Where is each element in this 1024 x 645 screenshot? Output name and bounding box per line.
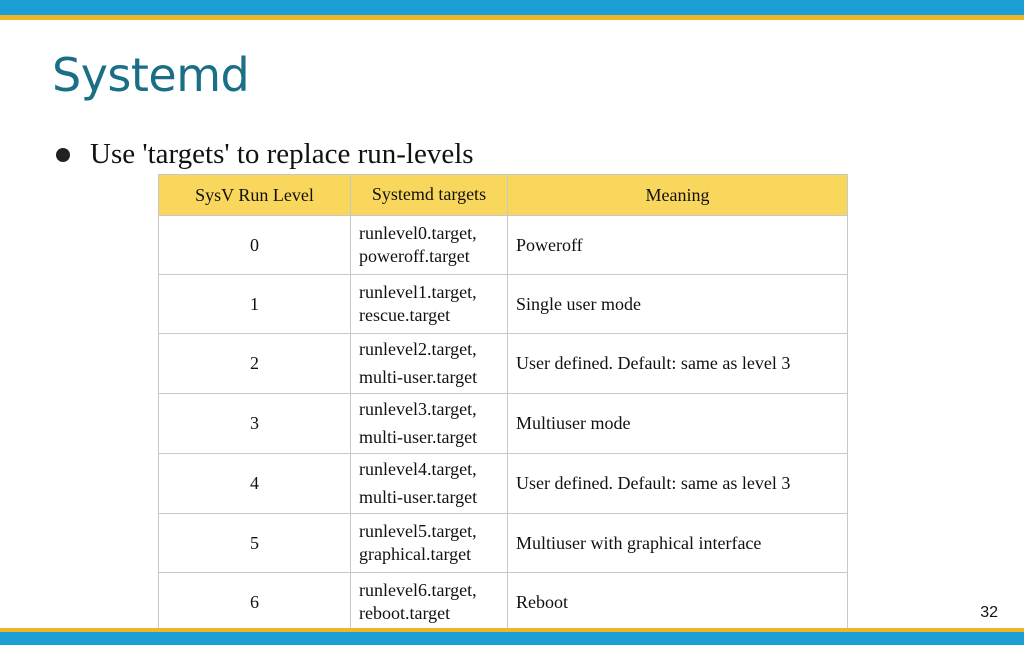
target-alias: rescue.target — [359, 305, 451, 325]
cell-target — [351, 394, 508, 454]
target-primary: runlevel5.target, — [359, 520, 477, 541]
cell-level: 4 — [159, 454, 351, 514]
table-row — [159, 454, 848, 514]
table-row — [159, 216, 848, 275]
cell-meaning: Poweroff — [508, 216, 848, 275]
target-alias: poweroff.target — [359, 246, 470, 266]
target-primary: runlevel2.target, — [359, 339, 477, 360]
table-row — [159, 573, 848, 632]
cell-level: 3 — [159, 394, 351, 454]
target-primary: runlevel3.target, — [359, 399, 477, 420]
cell-target — [351, 454, 508, 514]
table-row — [159, 514, 848, 573]
cell-meaning: Multiuser mode — [508, 394, 848, 454]
cell-level: 2 — [159, 334, 351, 394]
cell-level: 5 — [159, 514, 351, 573]
target-alias: graphical.target — [359, 544, 472, 564]
bullet-dot-icon — [56, 148, 70, 162]
table-row — [159, 275, 848, 334]
target-alias: reboot.target — [359, 603, 451, 623]
cell-meaning: Single user mode — [508, 275, 848, 334]
top-accent-stripe — [0, 15, 1024, 20]
bottom-accent-bar — [0, 632, 1024, 645]
header-systemd-targets: Systemd targets — [351, 175, 508, 216]
cell-level: 1 — [159, 275, 351, 334]
cell-meaning: User defined. Default: same as level 3 — [508, 454, 848, 514]
header-sysv-run-level: SysV Run Level — [159, 175, 351, 216]
runlevel-table — [158, 174, 848, 632]
target-alias: multi-user.target — [359, 366, 478, 387]
slide-title: Systemd — [52, 48, 250, 102]
cell-target — [351, 216, 508, 275]
cell-target — [351, 334, 508, 394]
header-meaning: Meaning — [508, 175, 848, 216]
cell-target — [351, 514, 508, 573]
page-number: 32 — [980, 604, 998, 621]
target-primary: runlevel6.target, — [359, 579, 477, 600]
target-primary: runlevel4.target, — [359, 459, 477, 480]
table-row — [159, 394, 848, 454]
table-header-row — [159, 175, 848, 216]
target-primary: runlevel1.target, — [359, 281, 477, 302]
cell-target — [351, 573, 508, 632]
target-primary: runlevel0.target, — [359, 222, 477, 243]
cell-meaning: Reboot — [508, 573, 848, 632]
cell-level: 0 — [159, 216, 351, 275]
target-alias: multi-user.target — [359, 426, 478, 447]
table-row — [159, 334, 848, 394]
cell-target — [351, 275, 508, 334]
top-accent-bar — [0, 0, 1024, 15]
cell-meaning: Multiuser with graphical interface — [508, 514, 848, 573]
target-alias: multi-user.target — [359, 486, 478, 507]
cell-meaning: User defined. Default: same as level 3 — [508, 334, 848, 394]
cell-level: 6 — [159, 573, 351, 632]
bullet-point — [56, 138, 474, 171]
bullet-text: Use 'targets' to replace run-levels — [90, 138, 474, 170]
